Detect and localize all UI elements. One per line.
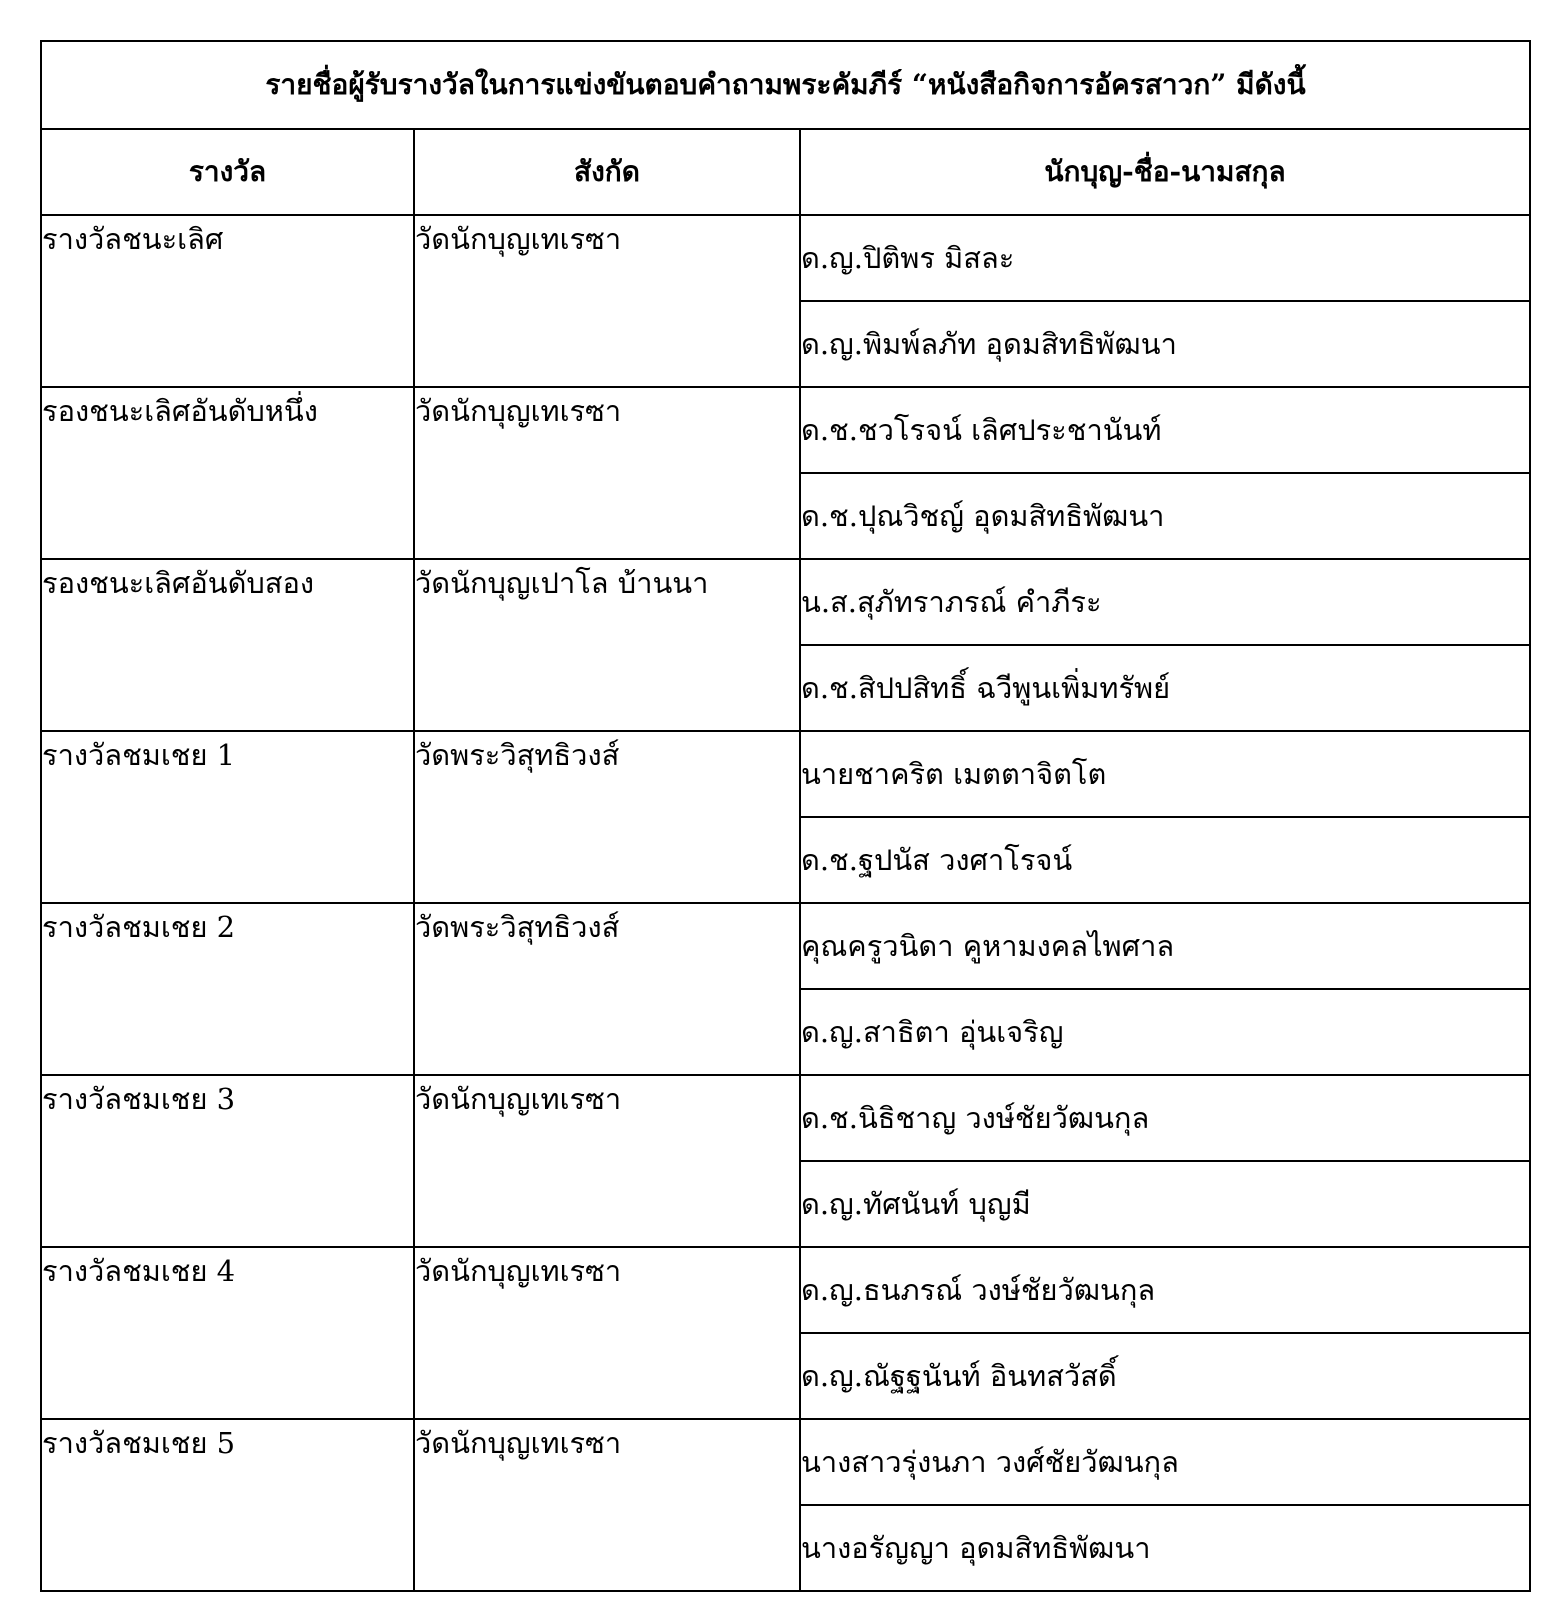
parish-cell: วัดนักบุญเทเรซา — [414, 1247, 800, 1419]
name-cell: ด.ญ.ณัฐฐนันท์ อินทสวัสดิ์ — [800, 1333, 1530, 1419]
name-cell: ด.ญ.ปิติพร มิสละ — [800, 215, 1530, 301]
table-row — [41, 1247, 1530, 1333]
name-cell: น.ส.สุภัทราภรณ์ คำภีระ — [800, 559, 1530, 645]
header-name: นักบุญ-ชื่อ-นามสกุล — [800, 129, 1530, 215]
name-cell: นายชาคริต เมตตาจิตโต — [800, 731, 1530, 817]
award-cell: รางวัลชมเชย 4 — [41, 1247, 414, 1419]
name-cell: ด.ช.นิธิชาญ วงษ์ชัยวัฒนกุล — [800, 1075, 1530, 1161]
header-parish: สังกัด — [414, 129, 800, 215]
header-row — [41, 129, 1530, 215]
award-cell: รางวัลชมเชย 2 — [41, 903, 414, 1075]
name-cell: ด.ช.สิปปสิทธิ์ ฉวีพูนเพิ่มทรัพย์ — [800, 645, 1530, 731]
table-title: รายชื่อผู้รับรางวัลในการแข่งขันตอบคำถามพระคัมภีร์ “หนังสือกิจการอัครสาวก” มีดังนี้ — [41, 41, 1530, 129]
award-cell: รองชนะเลิศอันดับสอง — [41, 559, 414, 731]
parish-cell: วัดพระวิสุทธิวงส์ — [414, 731, 800, 903]
name-cell: ด.ญ.พิมพ์ลภัท อุดมสิทธิพัฒนา — [800, 301, 1530, 387]
header-award: รางวัล — [41, 129, 414, 215]
award-cell: รองชนะเลิศอันดับหนึ่ง — [41, 387, 414, 559]
name-cell: นางสาวรุ่งนภา วงศ์ชัยวัฒนกุล — [800, 1419, 1530, 1505]
parish-cell: วัดนักบุญเปาโล บ้านนา — [414, 559, 800, 731]
table-row — [41, 559, 1530, 645]
parish-cell: วัดนักบุญเทเรซา — [414, 1419, 800, 1591]
name-cell: ด.ช.ชวโรจน์ เลิศประชานันท์ — [800, 387, 1530, 473]
table-row — [41, 903, 1530, 989]
name-cell: ด.ญ.ธนภรณ์ วงษ์ชัยวัฒนกุล — [800, 1247, 1530, 1333]
table-row — [41, 215, 1530, 301]
parish-cell: วัดนักบุญเทเรซา — [414, 1075, 800, 1247]
name-cell: คุณครูวนิดา คูหามงคลไพศาล — [800, 903, 1530, 989]
award-cell: รางวัลชนะเลิศ — [41, 215, 414, 387]
name-cell: ด.ช.ฐปนัส วงศาโรจน์ — [800, 817, 1530, 903]
parish-cell: วัดนักบุญเทเรซา — [414, 215, 800, 387]
parish-cell: วัดพระวิสุทธิวงส์ — [414, 903, 800, 1075]
name-cell: ด.ญ.สาธิตา อุ่นเจริญ — [800, 989, 1530, 1075]
awards-table — [40, 40, 1531, 1592]
award-cell: รางวัลชมเชย 5 — [41, 1419, 414, 1591]
table-row — [41, 387, 1530, 473]
parish-cell: วัดนักบุญเทเรซา — [414, 387, 800, 559]
award-cell: รางวัลชมเชย 1 — [41, 731, 414, 903]
name-cell: ด.ช.ปุณวิชญ์ อุดมสิทธิพัฒนา — [800, 473, 1530, 559]
title-row — [41, 41, 1530, 129]
award-cell: รางวัลชมเชย 3 — [41, 1075, 414, 1247]
name-cell: ด.ญ.ทัศนันท์ บุญมี — [800, 1161, 1530, 1247]
table-row — [41, 1075, 1530, 1161]
award-rows — [41, 215, 1530, 1591]
table-row — [41, 1419, 1530, 1505]
table-row — [41, 731, 1530, 817]
name-cell: นางอรัญญา อุดมสิทธิพัฒนา — [800, 1505, 1530, 1591]
